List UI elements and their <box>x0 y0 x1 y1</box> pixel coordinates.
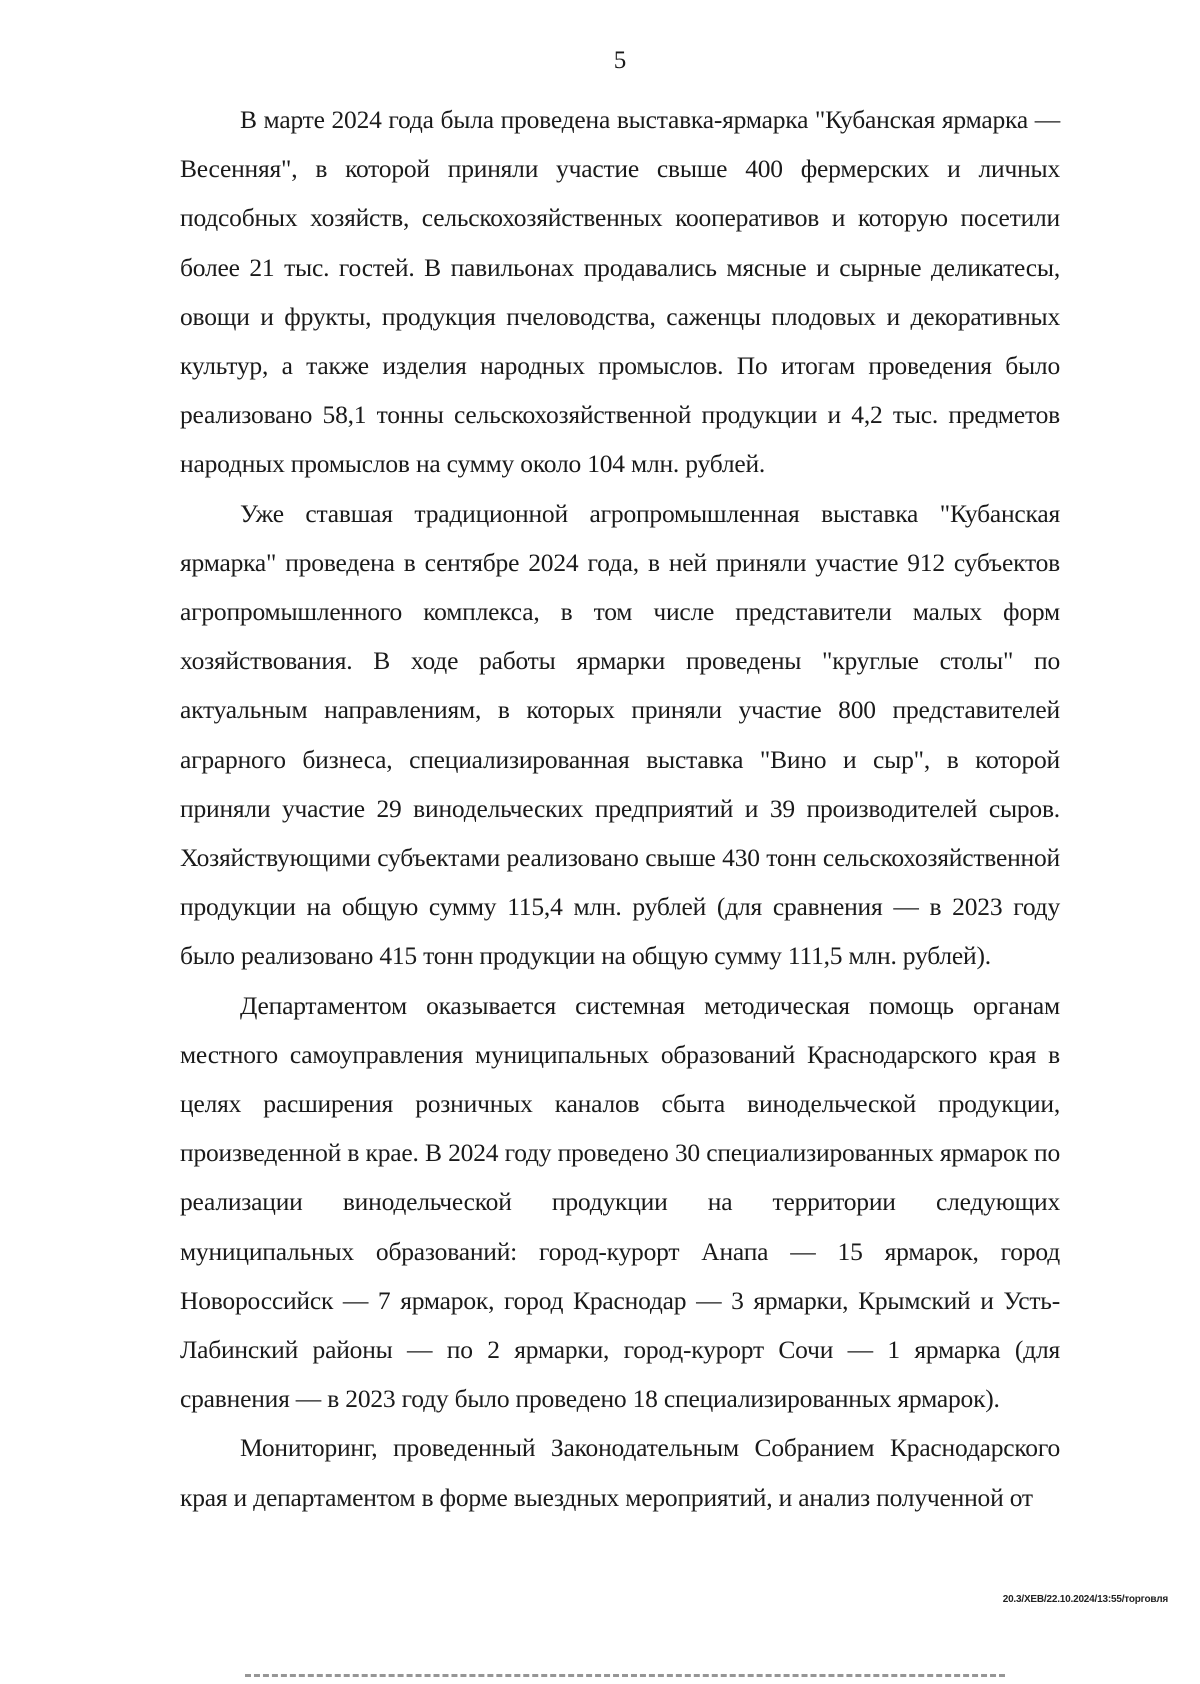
document-body <box>180 95 1060 1522</box>
page-bottom-edge <box>245 1674 1005 1677</box>
paragraph-spring-fair: В марте 2024 года была проведена выставка-ярмарка "Кубанская ярмарка — Весенняя", в которой приняли участие свыше 400 фермерских и личных подсобных хозяйств, сельскохозяйственных кооперативов и которую посетили более 21 тыс. гостей. В павильонах продавались мясные и сырные деликатесы, овощи и фрукты, продукция пчеловодства, саженцы плодовых и декоративных культур, а также изделия народных промыслов. По итогам проведения было реализовано 58,1 тонны сельскохозяйственной продукции и 4,2 тыс. предметов народных промыслов на сумму около 104 млн. рублей. <box>180 105 1060 479</box>
footer-document-code: 20.3/ХЕВ/22.10.2024/13:55/торговля <box>1002 1594 1168 1605</box>
paragraph-kuban-fair: Уже ставшая традиционной агропромышленная выставка "Кубанская ярмарка" проведена в сентябре 2024 года, в ней приняли участие 912 субъектов агропромышленного комплекса, в том числе представители малых форм хозяйствования. В ходе работы ярмарки проведены "круглые столы" по актуальным направлениям, в которых приняли участие 800 представителей аграрного бизнеса, специализированная выставка "Вино и сыр", в которой приняли участие 29 винодельческих предприятий и 39 производителей сыров. Хозяйствующими субъектами реализовано свыше 430 тонн сельскохозяйственной продукции на общую сумму 115,4 млн. рублей (для сравнения — в 2023 году было реализовано 415 тонн продукции на общую сумму 111,5 млн. рублей). <box>180 498 1060 971</box>
paragraph-monitoring: Мониторинг, проведенный Законодательным Собранием Краснодарского края и департаментом в форме выездных мероприятий, и анализ полученной от <box>180 1433 1060 1512</box>
page-number: 5 <box>613 47 627 74</box>
paragraph-wine-fairs: Департаментом оказывается системная методическая помощь органам местного самоуправления муниципальных образований Краснодарского края в целях расширения розничных каналов сбыта винодельческой продукции, произведенной в крае. В 2024 году проведено 30 специализированных ярмарок по реализации винодельческой продукции на территории следующих муниципальных образований: город-курорт Анапа — 15 ярмарок, город Новороссийск — 7 ярмарок, город Краснодар — 3 ярмарки, Крымский и Усть-Лабинский районы — по 2 ярмарки, город-курорт Сочи — 1 ярмарка (для сравнения — в 2023 году было проведено 18 специализированных ярмарок). <box>180 990 1060 1414</box>
